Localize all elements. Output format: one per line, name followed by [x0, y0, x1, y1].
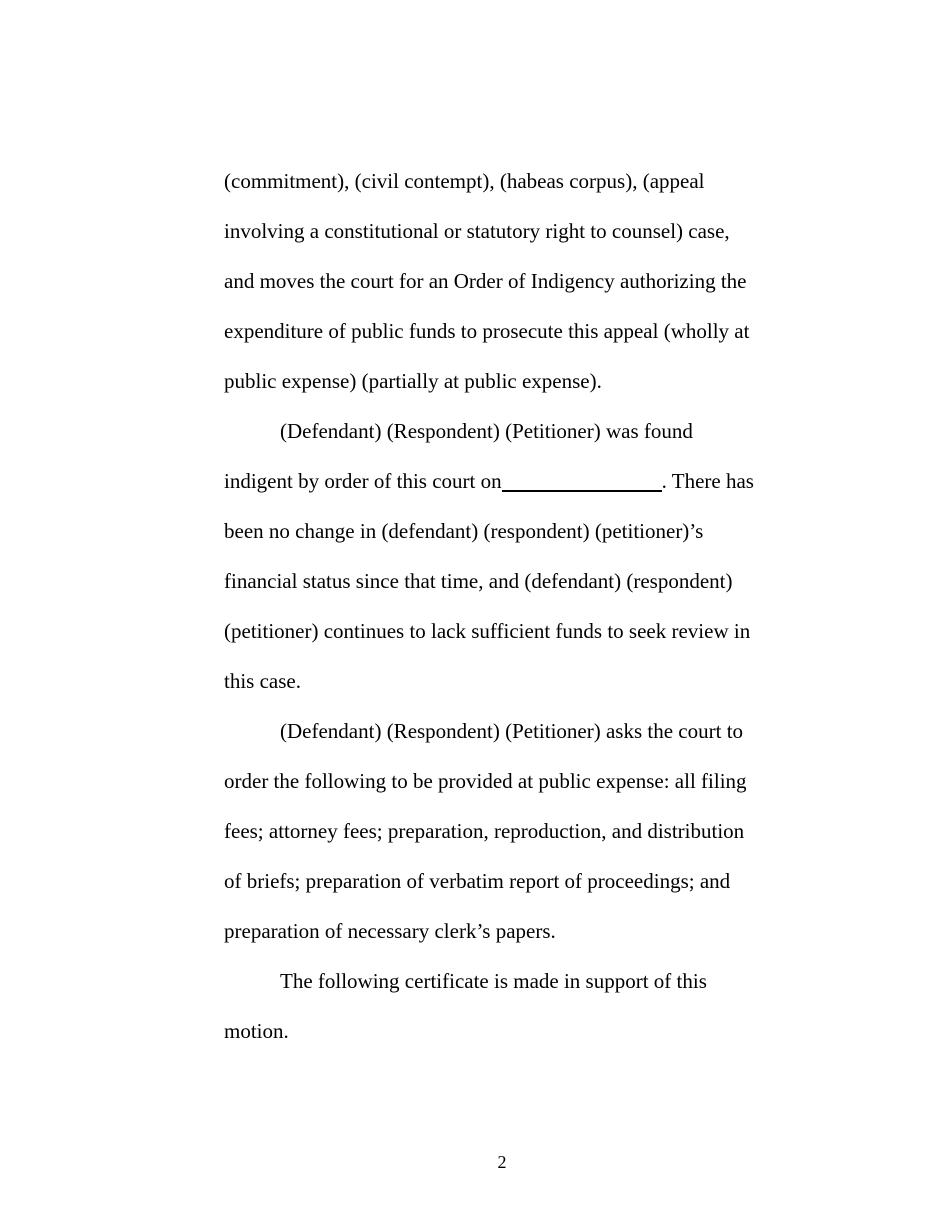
paragraph-2-line-6: this case. [224, 669, 301, 693]
date-blank-line [502, 472, 662, 492]
paragraph-4-line-2: motion. [224, 1019, 289, 1043]
paragraph-2-line-4: financial status since that time, and (defendant) (respondent) [224, 569, 733, 593]
paragraph-1-line-1: (commitment), (civil contempt), (habeas corpus), (appeal [224, 169, 705, 193]
paragraph-2-line-1: (Defendant) (Respondent) (Petitioner) was found [280, 419, 693, 443]
page-number: 2 [497, 1152, 507, 1172]
paragraph-2-line-2-after-blank: . There has [661, 469, 754, 493]
paragraph-3-line-3: fees; attorney fees; preparation, reproduction, and distribution [224, 819, 745, 843]
paragraph-3-line-5: preparation of necessary clerk’s papers. [224, 919, 556, 943]
paragraph-3-line-2: order the following to be provided at public expense: all filing [224, 769, 747, 793]
paragraph-1-line-4: expenditure of public funds to prosecute this appeal (wholly at [224, 319, 750, 343]
paragraph-3-line-4: of briefs; preparation of verbatim report of proceedings; and [224, 869, 731, 893]
paragraph-4-line-1: The following certificate is made in support of this [280, 969, 707, 993]
paragraph-3-line-1: (Defendant) (Respondent) (Petitioner) asks the court to [280, 719, 744, 743]
paragraph-1-line-3: and moves the court for an Order of Indigency authorizing the [224, 269, 747, 293]
paragraph-2-line-2-before-blank: indigent by order of this court on [224, 469, 502, 493]
paragraph-2-line-3: been no change in (defendant) (respondent) (petitioner)’s [224, 519, 704, 543]
paragraph-2-line-2 [224, 469, 754, 493]
paragraph-2-line-5: (petitioner) continues to lack sufficient funds to seek review in [224, 619, 751, 643]
paragraph-1-line-5: public expense) (partially at public expense). [224, 369, 602, 393]
paragraph-1-line-2: involving a constitutional or statutory right to counsel) case, [224, 219, 730, 243]
